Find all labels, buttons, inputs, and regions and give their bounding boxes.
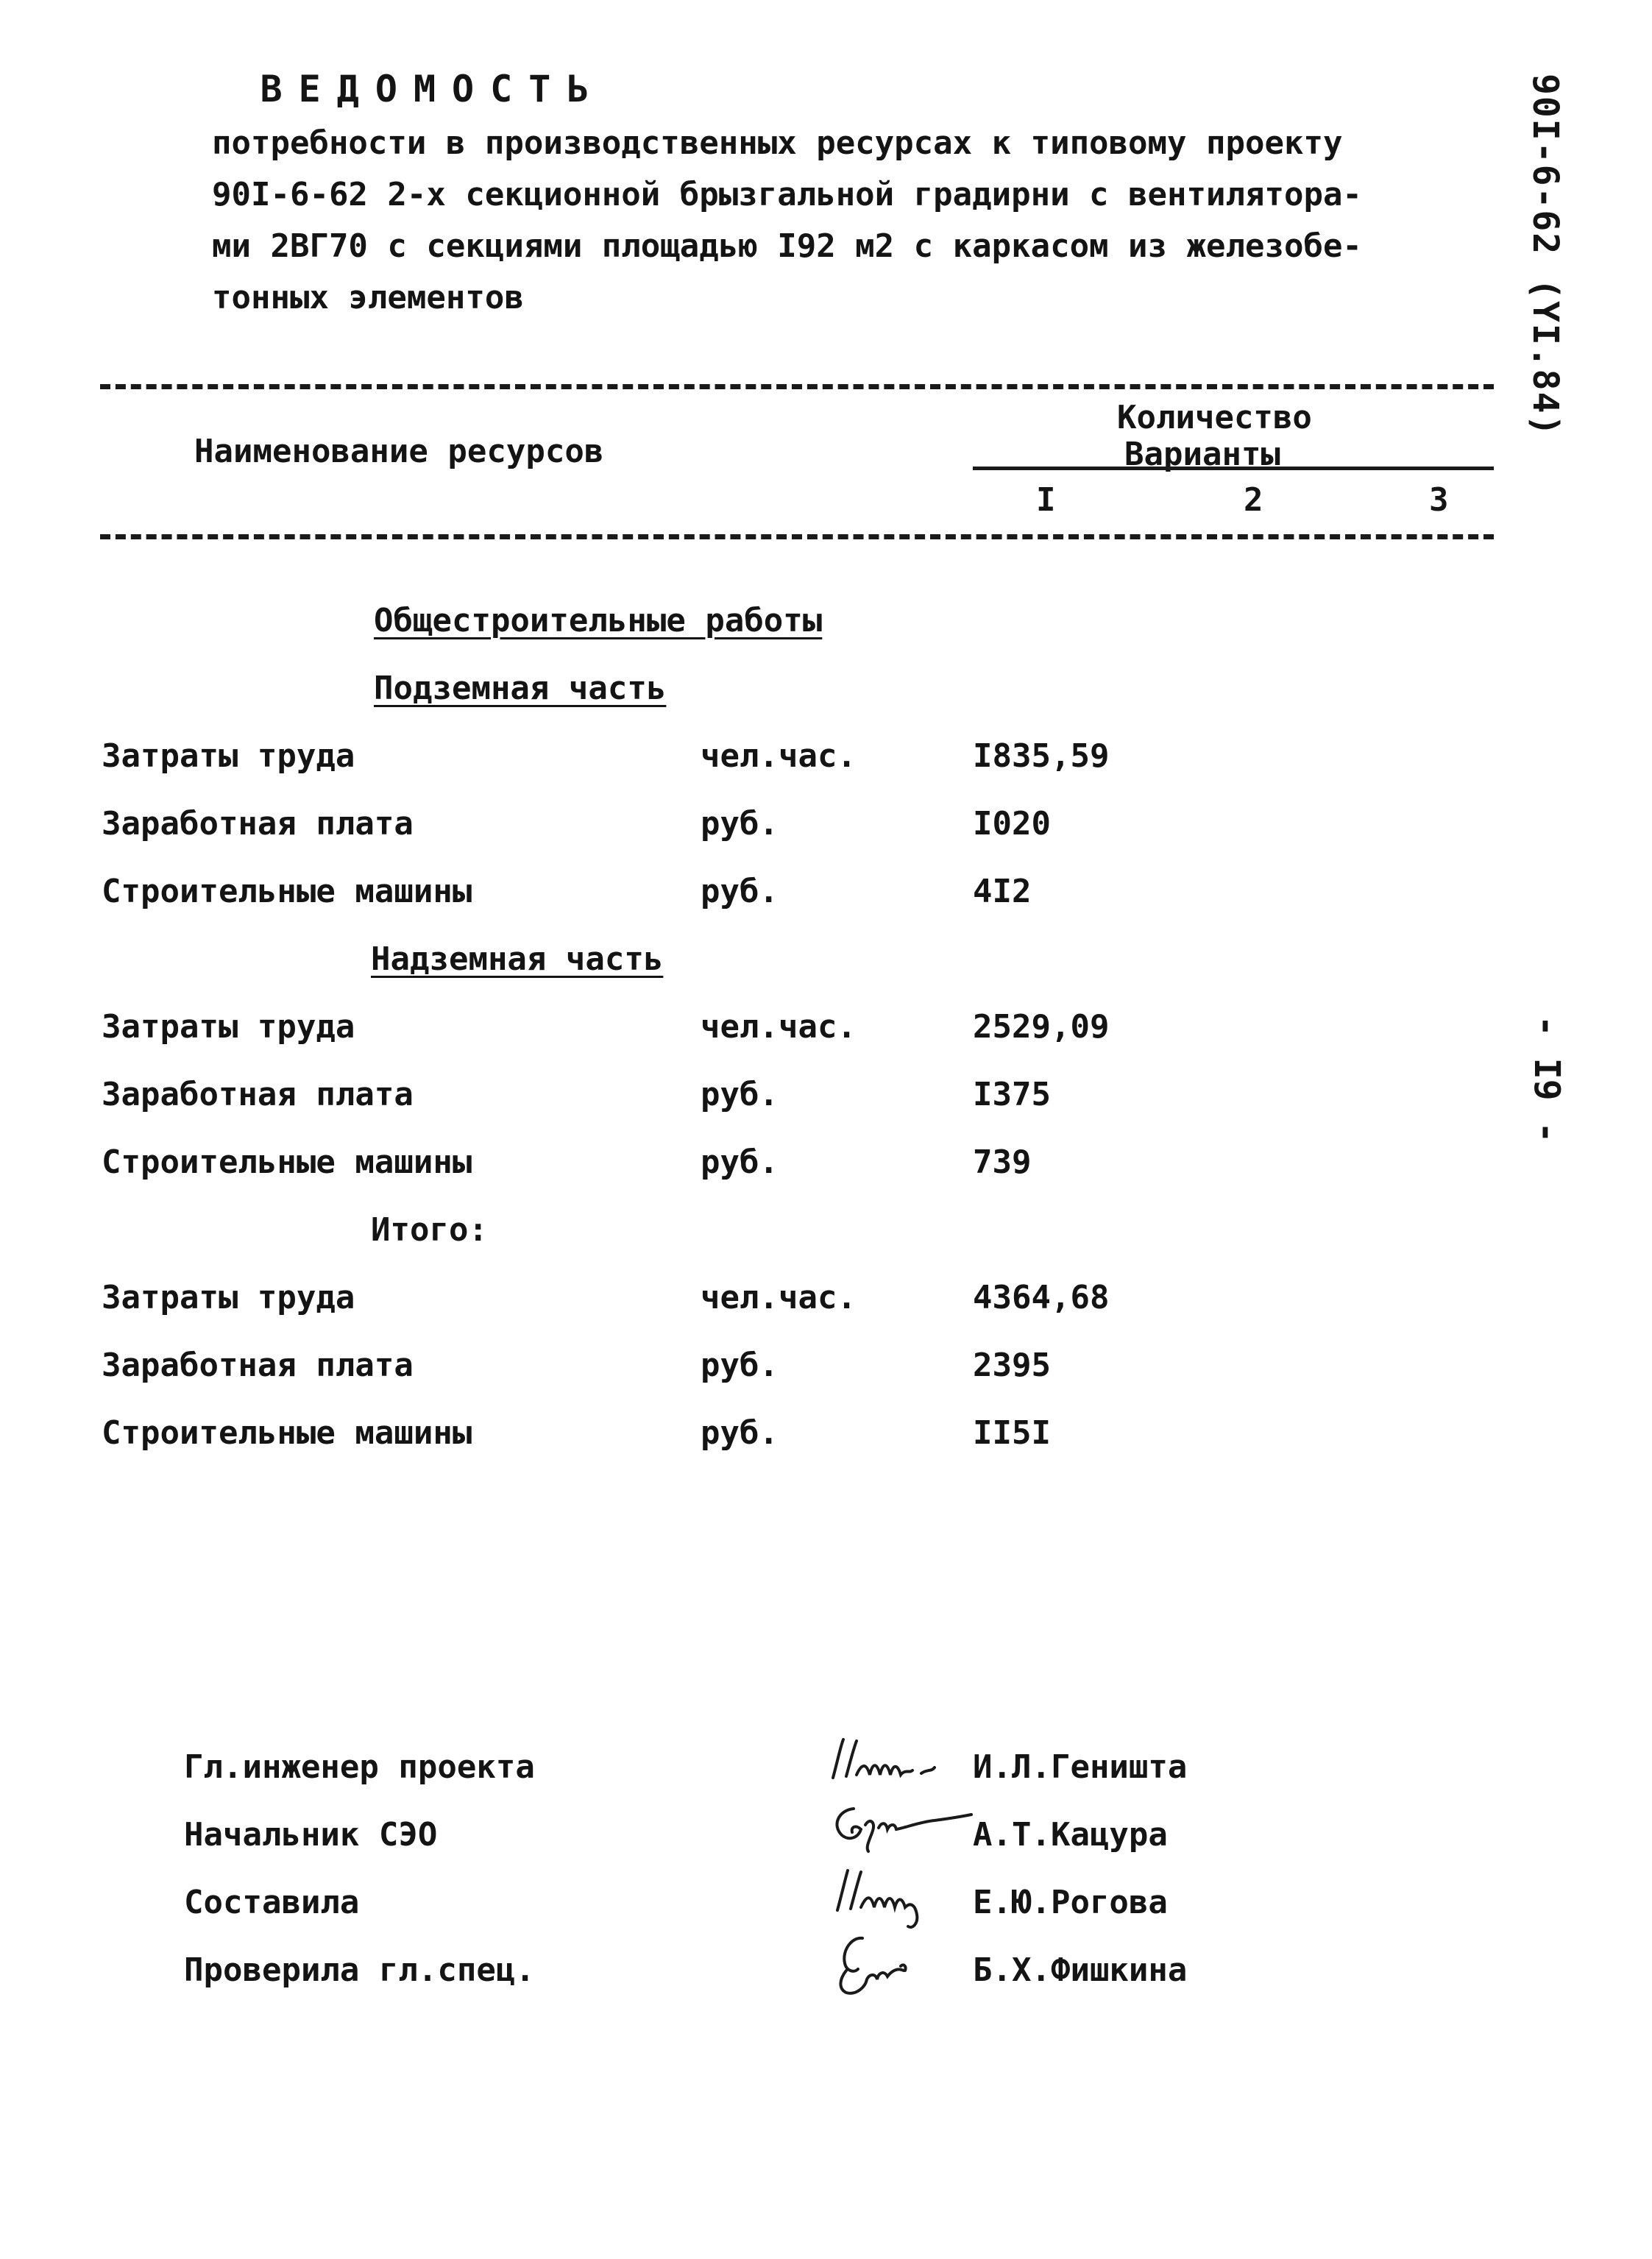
signature-role: Начальник СЭО [184, 1816, 438, 1854]
row-value: 2529,09 [973, 1008, 1110, 1046]
row-value: I375 [973, 1076, 1051, 1113]
row-label: Заработная плата [102, 805, 414, 843]
document-title: ВЕДОМОСТЬ [260, 68, 606, 110]
header-variant-2: 2 [1244, 481, 1263, 519]
handwritten-signature [824, 1928, 957, 2001]
header-name-column: Наименование ресурсов [194, 433, 604, 470]
document-subtitle [212, 118, 1362, 324]
row-unit: чел.час. [701, 1008, 857, 1046]
header-variant-1: I [1036, 481, 1056, 519]
header-bottom-rule [100, 534, 1494, 539]
row-unit: руб. [701, 1347, 779, 1384]
row-value: I835,59 [973, 737, 1110, 775]
row-unit: руб. [701, 873, 779, 910]
row-label: Затраты труда [102, 737, 355, 775]
subtitle-line: тонных элементов [212, 279, 524, 316]
header-variants: Варианты [1124, 436, 1280, 473]
handwritten-signature [824, 1859, 971, 1932]
signature-name: А.Т.Кацура [973, 1816, 1168, 1854]
handwritten-signature [824, 1732, 964, 1791]
subtitle-line: 90I-6-62 2-х секционной брызгальной градирни с вентилятора- [212, 176, 1362, 213]
row-unit: чел.час. [701, 1279, 857, 1316]
row-label: Заработная плата [102, 1347, 414, 1384]
row-value: 2395 [973, 1347, 1051, 1384]
header-top-rule [100, 384, 1494, 389]
row-value: 739 [973, 1143, 1032, 1181]
section-general-works: Общестроительные работы [374, 602, 823, 639]
row-unit: руб. [701, 1143, 779, 1181]
side-project-code: 90I-6-62 (YI.84) [1525, 74, 1566, 438]
section-total: Итого: [371, 1211, 488, 1249]
row-unit: руб. [701, 805, 779, 843]
signature-role: Составила [184, 1884, 360, 1921]
row-unit: руб. [701, 1076, 779, 1113]
row-label: Затраты труда [102, 1008, 355, 1046]
header-variant-3: 3 [1429, 481, 1449, 519]
section-underground: Подземная часть [374, 670, 667, 707]
subtitle-line: потребности в производственных ресурсах к типовому проекту [212, 124, 1343, 162]
row-value: 4I2 [973, 873, 1032, 910]
signature-name: Б.Х.Фишкина [973, 1951, 1188, 1989]
signature-name: Е.Ю.Рогова [973, 1884, 1168, 1921]
header-quantity: Количество [1117, 399, 1312, 436]
signature-role: Гл.инженер проекта [184, 1748, 535, 1786]
section-aboveground: Надземная часть [371, 940, 664, 978]
row-label: Строительные машины [102, 1414, 472, 1452]
row-label: Строительные машины [102, 1143, 472, 1181]
row-value: II5I [973, 1414, 1051, 1452]
page-number: - I9 - [1526, 1015, 1567, 1143]
signature-role: Проверила гл.спец. [184, 1951, 535, 1989]
signature-name: И.Л.Геништа [973, 1748, 1188, 1786]
header-variants-rule [973, 467, 1494, 470]
subtitle-line: ми 2ВГ70 с секциями площадью I92 м2 с каркасом из железобе- [212, 227, 1362, 265]
row-unit: чел.час. [701, 737, 857, 775]
row-value: 4364,68 [973, 1279, 1110, 1316]
row-label: Заработная плата [102, 1076, 414, 1113]
handwritten-signature [824, 1795, 979, 1854]
row-label: Затраты труда [102, 1279, 355, 1316]
row-label: Строительные машины [102, 873, 472, 910]
row-value: I020 [973, 805, 1051, 843]
row-unit: руб. [701, 1414, 779, 1452]
